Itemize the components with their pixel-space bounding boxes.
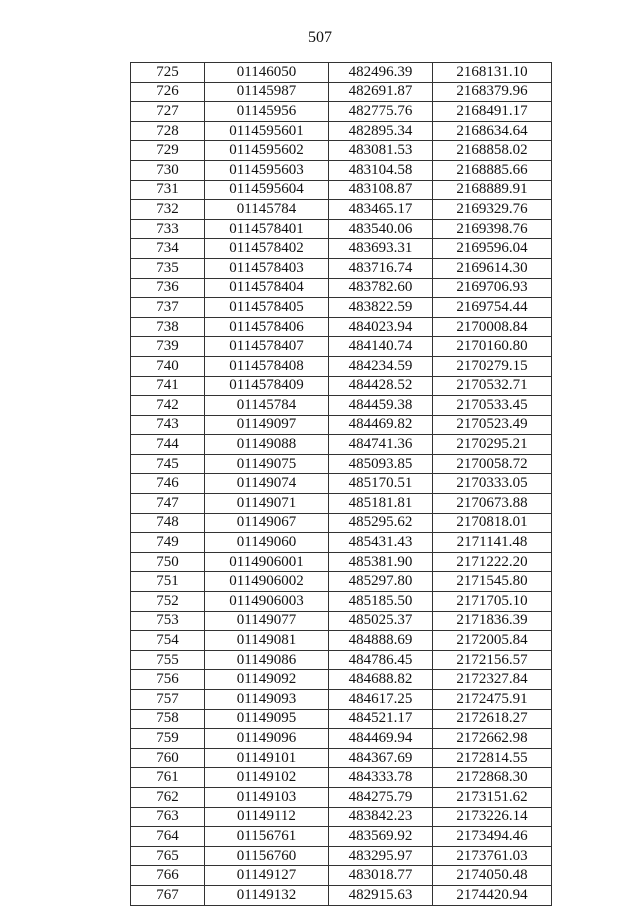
x-coordinate-cell: 484459.38: [329, 396, 433, 416]
x-coordinate-cell: 485170.51: [329, 474, 433, 494]
point-id-cell: 0114595603: [205, 160, 329, 180]
point-id-cell: 01149093: [205, 690, 329, 710]
point-id-cell: 01149095: [205, 709, 329, 729]
y-coordinate-cell: 2170523.49: [433, 415, 552, 435]
point-id-cell: 0114578408: [205, 356, 329, 376]
x-coordinate-cell: 483693.31: [329, 239, 433, 259]
x-coordinate-cell: 485025.37: [329, 611, 433, 631]
x-coordinate-cell: 485431.43: [329, 533, 433, 553]
point-number-cell: 732: [131, 200, 205, 220]
point-number-cell: 763: [131, 807, 205, 827]
y-coordinate-cell: 2173494.46: [433, 827, 552, 847]
x-coordinate-cell: 484741.36: [329, 435, 433, 455]
point-id-cell: 01149132: [205, 885, 329, 905]
point-id-cell: 0114906001: [205, 552, 329, 572]
point-number-cell: 760: [131, 748, 205, 768]
point-number-cell: 731: [131, 180, 205, 200]
x-coordinate-cell: 484234.59: [329, 356, 433, 376]
table-row: [131, 258, 552, 278]
point-id-cell: 01149097: [205, 415, 329, 435]
point-id-cell: 01149060: [205, 533, 329, 553]
point-id-cell: 0114578407: [205, 337, 329, 357]
point-id-cell: 01149103: [205, 787, 329, 807]
y-coordinate-cell: 2174420.94: [433, 885, 552, 905]
y-coordinate-cell: 2171141.48: [433, 533, 552, 553]
point-id-cell: 01149074: [205, 474, 329, 494]
table-row: [131, 513, 552, 533]
point-id-cell: 01146050: [205, 63, 329, 83]
coordinates-table: [130, 62, 552, 906]
table-row: [131, 748, 552, 768]
point-id-cell: 01156760: [205, 846, 329, 866]
table-row: [131, 454, 552, 474]
y-coordinate-cell: 2168379.96: [433, 82, 552, 102]
y-coordinate-cell: 2170532.71: [433, 376, 552, 396]
point-number-cell: 743: [131, 415, 205, 435]
point-id-cell: 0114578402: [205, 239, 329, 259]
table-row: [131, 866, 552, 886]
point-id-cell: 01149096: [205, 729, 329, 749]
point-id-cell: 0114578401: [205, 219, 329, 239]
y-coordinate-cell: 2169398.76: [433, 219, 552, 239]
y-coordinate-cell: 2169329.76: [433, 200, 552, 220]
point-id-cell: 0114595601: [205, 121, 329, 141]
point-id-cell: 0114578409: [205, 376, 329, 396]
y-coordinate-cell: 2169614.30: [433, 258, 552, 278]
point-number-cell: 752: [131, 592, 205, 612]
table-row: [131, 650, 552, 670]
point-number-cell: 726: [131, 82, 205, 102]
point-number-cell: 734: [131, 239, 205, 259]
y-coordinate-cell: 2172327.84: [433, 670, 552, 690]
point-number-cell: 751: [131, 572, 205, 592]
point-id-cell: 0114578404: [205, 278, 329, 298]
point-id-cell: 0114906002: [205, 572, 329, 592]
point-number-cell: 765: [131, 846, 205, 866]
point-number-cell: 767: [131, 885, 205, 905]
point-number-cell: 730: [131, 160, 205, 180]
x-coordinate-cell: 484428.52: [329, 376, 433, 396]
y-coordinate-cell: 2168889.91: [433, 180, 552, 200]
point-number-cell: 761: [131, 768, 205, 788]
point-number-cell: 757: [131, 690, 205, 710]
table-row: [131, 356, 552, 376]
point-id-cell: 01145784: [205, 396, 329, 416]
x-coordinate-cell: 482915.63: [329, 885, 433, 905]
table-row: [131, 474, 552, 494]
x-coordinate-cell: 482775.76: [329, 102, 433, 122]
x-coordinate-cell: 485297.80: [329, 572, 433, 592]
point-id-cell: 0114578405: [205, 298, 329, 318]
x-coordinate-cell: 484023.94: [329, 317, 433, 337]
table-row: [131, 317, 552, 337]
point-id-cell: 01145784: [205, 200, 329, 220]
y-coordinate-cell: 2172475.91: [433, 690, 552, 710]
y-coordinate-cell: 2169706.93: [433, 278, 552, 298]
table-row: [131, 533, 552, 553]
table-row: [131, 572, 552, 592]
y-coordinate-cell: 2172156.57: [433, 650, 552, 670]
point-number-cell: 725: [131, 63, 205, 83]
point-number-cell: 745: [131, 454, 205, 474]
y-coordinate-cell: 2173226.14: [433, 807, 552, 827]
x-coordinate-cell: 483108.87: [329, 180, 433, 200]
x-coordinate-cell: 483465.17: [329, 200, 433, 220]
point-id-cell: 01149102: [205, 768, 329, 788]
table-row: [131, 807, 552, 827]
x-coordinate-cell: 483822.59: [329, 298, 433, 318]
table-row: [131, 787, 552, 807]
point-id-cell: 01149092: [205, 670, 329, 690]
table-row: [131, 180, 552, 200]
point-number-cell: 738: [131, 317, 205, 337]
y-coordinate-cell: 2170160.80: [433, 337, 552, 357]
y-coordinate-cell: 2171222.20: [433, 552, 552, 572]
point-number-cell: 735: [131, 258, 205, 278]
point-number-cell: 744: [131, 435, 205, 455]
y-coordinate-cell: 2168131.10: [433, 63, 552, 83]
table-row: [131, 239, 552, 259]
y-coordinate-cell: 2170673.88: [433, 494, 552, 514]
point-number-cell: 748: [131, 513, 205, 533]
point-number-cell: 755: [131, 650, 205, 670]
point-number-cell: 756: [131, 670, 205, 690]
table-row: [131, 670, 552, 690]
y-coordinate-cell: 2170295.21: [433, 435, 552, 455]
x-coordinate-cell: 484888.69: [329, 631, 433, 651]
y-coordinate-cell: 2172814.55: [433, 748, 552, 768]
y-coordinate-cell: 2173151.62: [433, 787, 552, 807]
point-number-cell: 733: [131, 219, 205, 239]
x-coordinate-cell: 483842.23: [329, 807, 433, 827]
y-coordinate-cell: 2168885.66: [433, 160, 552, 180]
point-number-cell: 741: [131, 376, 205, 396]
table-row: [131, 298, 552, 318]
x-coordinate-cell: 485093.85: [329, 454, 433, 474]
table-row: [131, 846, 552, 866]
table-row: [131, 552, 552, 572]
point-id-cell: 01149081: [205, 631, 329, 651]
x-coordinate-cell: 483716.74: [329, 258, 433, 278]
point-id-cell: 01149127: [205, 866, 329, 886]
table-row: [131, 219, 552, 239]
table-row: [131, 827, 552, 847]
table-row: [131, 768, 552, 788]
point-number-cell: 750: [131, 552, 205, 572]
y-coordinate-cell: 2170008.84: [433, 317, 552, 337]
point-id-cell: 01149071: [205, 494, 329, 514]
x-coordinate-cell: 485381.90: [329, 552, 433, 572]
table-row: [131, 709, 552, 729]
y-coordinate-cell: 2173761.03: [433, 846, 552, 866]
table-body: [131, 63, 552, 906]
x-coordinate-cell: 484786.45: [329, 650, 433, 670]
table-row: [131, 376, 552, 396]
point-number-cell: 762: [131, 787, 205, 807]
table-row: [131, 631, 552, 651]
x-coordinate-cell: 484275.79: [329, 787, 433, 807]
y-coordinate-cell: 2171705.10: [433, 592, 552, 612]
x-coordinate-cell: 484521.17: [329, 709, 433, 729]
x-coordinate-cell: 484469.82: [329, 415, 433, 435]
point-id-cell: 0114595604: [205, 180, 329, 200]
point-number-cell: 754: [131, 631, 205, 651]
point-id-cell: 0114578403: [205, 258, 329, 278]
table-row: [131, 435, 552, 455]
y-coordinate-cell: 2170818.01: [433, 513, 552, 533]
point-number-cell: 728: [131, 121, 205, 141]
point-id-cell: 01149086: [205, 650, 329, 670]
x-coordinate-cell: 485185.50: [329, 592, 433, 612]
point-number-cell: 737: [131, 298, 205, 318]
point-id-cell: 0114906003: [205, 592, 329, 612]
page-number: 507: [308, 29, 332, 46]
y-coordinate-cell: 2174050.48: [433, 866, 552, 886]
x-coordinate-cell: 482895.34: [329, 121, 433, 141]
table-row: [131, 494, 552, 514]
point-id-cell: 01149077: [205, 611, 329, 631]
x-coordinate-cell: 485295.62: [329, 513, 433, 533]
point-number-cell: 758: [131, 709, 205, 729]
y-coordinate-cell: 2168858.02: [433, 141, 552, 161]
y-coordinate-cell: 2170333.05: [433, 474, 552, 494]
x-coordinate-cell: 484617.25: [329, 690, 433, 710]
table-row: [131, 278, 552, 298]
x-coordinate-cell: 483540.06: [329, 219, 433, 239]
y-coordinate-cell: 2169754.44: [433, 298, 552, 318]
point-number-cell: 747: [131, 494, 205, 514]
x-coordinate-cell: 483569.92: [329, 827, 433, 847]
table-row: [131, 690, 552, 710]
point-id-cell: 01149075: [205, 454, 329, 474]
point-id-cell: 01149088: [205, 435, 329, 455]
point-id-cell: 01145987: [205, 82, 329, 102]
point-number-cell: 759: [131, 729, 205, 749]
table-row: [131, 885, 552, 905]
table-row: [131, 611, 552, 631]
table-row: [131, 729, 552, 749]
point-number-cell: 736: [131, 278, 205, 298]
point-id-cell: 01149112: [205, 807, 329, 827]
table-row: [131, 200, 552, 220]
x-coordinate-cell: 482496.39: [329, 63, 433, 83]
y-coordinate-cell: 2172868.30: [433, 768, 552, 788]
x-coordinate-cell: 484688.82: [329, 670, 433, 690]
y-coordinate-cell: 2169596.04: [433, 239, 552, 259]
point-id-cell: 0114578406: [205, 317, 329, 337]
x-coordinate-cell: 483295.97: [329, 846, 433, 866]
y-coordinate-cell: 2168634.64: [433, 121, 552, 141]
table-row: [131, 337, 552, 357]
x-coordinate-cell: 484333.78: [329, 768, 433, 788]
y-coordinate-cell: 2172618.27: [433, 709, 552, 729]
x-coordinate-cell: 483104.58: [329, 160, 433, 180]
table-row: [131, 63, 552, 83]
x-coordinate-cell: 484140.74: [329, 337, 433, 357]
y-coordinate-cell: 2168491.17: [433, 102, 552, 122]
y-coordinate-cell: 2172662.98: [433, 729, 552, 749]
point-number-cell: 764: [131, 827, 205, 847]
x-coordinate-cell: 483081.53: [329, 141, 433, 161]
x-coordinate-cell: 484367.69: [329, 748, 433, 768]
x-coordinate-cell: 484469.94: [329, 729, 433, 749]
table-row: [131, 141, 552, 161]
y-coordinate-cell: 2171545.80: [433, 572, 552, 592]
y-coordinate-cell: 2170279.15: [433, 356, 552, 376]
point-id-cell: 01145956: [205, 102, 329, 122]
point-id-cell: 01156761: [205, 827, 329, 847]
y-coordinate-cell: 2170533.45: [433, 396, 552, 416]
table-row: [131, 396, 552, 416]
table-row: [131, 102, 552, 122]
x-coordinate-cell: 483018.77: [329, 866, 433, 886]
point-number-cell: 742: [131, 396, 205, 416]
x-coordinate-cell: 482691.87: [329, 82, 433, 102]
y-coordinate-cell: 2172005.84: [433, 631, 552, 651]
point-number-cell: 739: [131, 337, 205, 357]
point-number-cell: 727: [131, 102, 205, 122]
y-coordinate-cell: 2170058.72: [433, 454, 552, 474]
table-row: [131, 415, 552, 435]
point-id-cell: 01149101: [205, 748, 329, 768]
y-coordinate-cell: 2171836.39: [433, 611, 552, 631]
table-row: [131, 160, 552, 180]
point-id-cell: 01149067: [205, 513, 329, 533]
table-row: [131, 82, 552, 102]
point-number-cell: 740: [131, 356, 205, 376]
x-coordinate-cell: 483782.60: [329, 278, 433, 298]
x-coordinate-cell: 485181.81: [329, 494, 433, 514]
table-row: [131, 592, 552, 612]
point-id-cell: 0114595602: [205, 141, 329, 161]
point-number-cell: 749: [131, 533, 205, 553]
point-number-cell: 753: [131, 611, 205, 631]
point-number-cell: 766: [131, 866, 205, 886]
point-number-cell: 746: [131, 474, 205, 494]
table-row: [131, 121, 552, 141]
point-number-cell: 729: [131, 141, 205, 161]
